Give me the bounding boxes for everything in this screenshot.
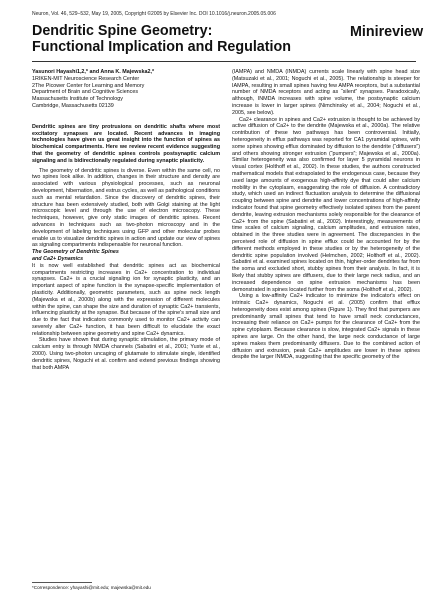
journal-header: Neuron, Vol. 46, 529–532, May 19, 2005, Copyright ©2005 by Elsevier Inc. DOI 10.1016/j.neuron.2005.05.006	[32, 11, 276, 17]
footnote-rule	[32, 582, 92, 583]
author-names: Yasunori Hayashi1,2,* and Anna K. Majewska2,*	[32, 69, 155, 75]
left-column	[32, 69, 220, 371]
body-paragraph: Studies have shown that during synaptic stimulation, the primary mode of calcium entry is through NMDA channels (Sabatini et al., 2001; Yuste et al., 2000). Using two-photon uncaging of glutamate to stimulate single, identified dendritic spines, Noguchi et al. confirm and extend previous findings showing that both AMPA	[32, 337, 220, 371]
body-paragraph: (IAMPA) and NMDA (INMDA) currents scale linearly with spine head size (Matsuzaki et al., 2001; Noguchi et al., 2005). The relationship is steeper for IAMPA, resulting in small spines having few AMPA receptors, but a substantial number of NMDA receptors and acting as “silent” synapses. Paradoxically, although, INMDA increases with spine volume, the postsynaptic calcium increase is lower in larger spines (Nimchinsky et al., 2004; Noguchi et al., 2005, see below).	[232, 69, 420, 116]
section-heading-line-2: and Ca2+ Dynamics	[32, 255, 84, 262]
affiliation-line: 2The Picower Center for Learning and Memory	[32, 82, 145, 89]
abstract: Dendritic spines are tiny protrusions on dendritic shafts where most excitatory synapses are located. Recent advances in imaging technologies have given us great insight into the function of spines as biochemical compartments. Here we review recent evidence suggesting that the geometry of dendritic spines controls postsynaptic calcium signaling and is bidirectionally regulated during synaptic plasticity.	[32, 123, 220, 164]
right-column	[232, 69, 420, 361]
title-rule	[32, 61, 416, 62]
title-line-1: Dendritic Spine Geometry:	[32, 23, 213, 39]
affiliation-block	[32, 69, 220, 110]
affiliation-line: Cambridge, Massachusetts 02139	[32, 102, 114, 109]
affiliation-line: Massachusetts Institute of Technology	[32, 96, 123, 103]
body-paragraph: The geometry of dendritic spines is diverse. Even within the same cell, no two spines look alike. In addition, changes in their structure and density are associated with various physiological processes, such as neuronal development, hibernation, and estrus cycles, as well as pathological conditions such as mental retardation. Since the discovery of dendritic spines, their structure has been extensively studied, both with Golgi staining at the light microscopic level and through the use of electron microscopy. These techniques, however, give only static images of dendritic spines. Recent advances in techniques such as two-photon microscopy and in the development of labeling techniques using GFP and other molecular probes enable us to visualize dendritic spines in action and update our view of spines as signaling compartments indispensable for neuronal function.	[32, 167, 220, 249]
body-paragraph: It is now well established that dendritic spines act as biochemical compartments restricting increases in Ca2+ concentration to individual synapses. Ca2+ is a crucial signaling ion for synaptic plasticity, and an important aspect of spine function is the synapse-specific implementation of plasticity. Additionally, geometric parameters, such as spine neck length (Majewska et al., 2000b) along with the expression of different molecules within the spine, can shape the size and duration of synaptic Ca2+ transients, influencing plasticity at the synapse. But because of the spine's small size and due to the fact that indicators commonly used to monitor Ca2+ activity can severely alter Ca2+ function, it has been difficult to elucidate the exact relationship between spine geometry and spine Ca2+ dynamics.	[32, 262, 220, 337]
article-title	[32, 23, 332, 55]
affiliation-line: Department of Brain and Cognitive Sciences	[32, 89, 139, 96]
section-heading	[32, 249, 220, 263]
title-line-2: Functional Implication and Regulation	[32, 39, 291, 55]
body-paragraph: Using a low-affinity Ca2+ indicator to minimize the indicator's effect on intrinsic Ca2+ dynamics, Noguchi et al. (2005) confirm that efflux heterogeneity does exist among spines (Figure 1). They find that pumpers are predominantly small spines that tend to have small neck conductances, increasing their reliance on Ca2+ pumps for the clearance of Ca2+ from the spine cytoplasm. Because clearance is slow, integrated Ca2+ signals in these spines are large. On the other hand, the large neck conductance of large spines makes them predominantly diffusers. Due to the combined action of diffusion and extrusion, peak Ca2+ amplitudes are lower in these spines despite the larger INMDA, suggesting that the specific geometry of the	[232, 293, 420, 361]
section-heading-line-1: The Geometry of Dendritic Spines	[32, 249, 119, 256]
affiliation-line: 1RIKEN-MIT Neuroscience Research Center	[32, 75, 140, 82]
body-paragraph: Ca2+ clearance in spines and Ca2+ extrusion is thought to be achieved by active diffusion of Ca2+ to the dendrite (Majewska et al., 2000a). The relative contribution of these two pathways has been controversial. Initially, heterogeneity in efflux pathways was reported for CA1 pyramidal spines, with some spines showing efflux dominated by diffusion to the dendrite (“diffusers”) and others showing stronger extrusion (“pumpers”; Majewska et al., 2000a). Similar heterogeneity was also confirmed for layer 5 pyramidal neurons in visual cortex (Holthoff et al., 2002). In these studies, the authors constructed mathematical models that extrapolated to the endogenous case, because they used large amounts of exogenous high-affinity dye that could alter calcium mobility in the cytoplasm, exaggerating the role of diffusion. A contradictory study, which used an indirect fluctuation analysis to determine the diffusional coupling between spine and dendrite and lower concentrations of high-affinity indicator found that spine geometry effectively isolated spines from the parent dendrite, leaving extrusion mechanisms solely responsible for the clearance of Ca2+ from the spine (Sabatini et al., 2002). Interestingly, measurements of time scales of calcium signaling, calcium amplitudes, and extrusion rates, obtained in the three studies were in agreement. The discrepancies in the perceived role of diffusion in spine efflux could be accounted for by the different methods employed in these studies or by the heterogeneity of the dendritic spine population involved (Helmchen, 2002; Holthoff et al., 2002). Sabatini et al. examined spines located on thin, higher-order dendrites far from the soma and excluded short, stubby spines from their analysis. In fact, it is likely that stubby spines are diffusers, due to their large neck radius, and an increased dependence on spine extrusion mechanisms has been demonstrated in spines located further from the soma (Holthoff et al., 2002).	[232, 116, 420, 293]
section-type-label: Minireview	[350, 24, 424, 40]
correspondence-footnote: *Correspondence: yhayashi@mit.edu; majewska@mit.edu	[32, 585, 151, 590]
